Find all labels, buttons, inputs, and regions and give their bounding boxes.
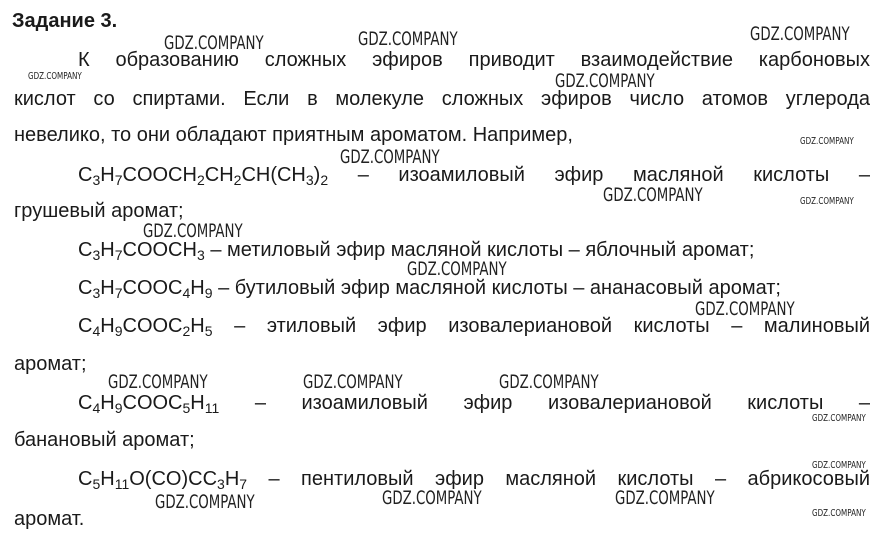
ester-6-formula: $C_5H_{11}O(CO)CC_3H_7$	[78, 468, 248, 492]
watermark: GDZ.COMPANY	[303, 371, 403, 393]
paragraph-line-2: кислот со спиртами. Если в молекуле сложных эфиров число атомов углерода	[14, 88, 870, 110]
watermark: GDZ.COMPANY	[108, 371, 208, 393]
ester-5-description: – изоамиловый эфир изовалериановой кислоты –	[254, 392, 870, 414]
watermark: GDZ.COMPANY	[407, 258, 507, 280]
watermark: GDZ.COMPANY	[358, 28, 458, 50]
ester-1-continuation: грушевый аромат;	[14, 200, 184, 222]
watermark: GDZ.COMPANY	[499, 371, 599, 393]
ester-1-description: – изоамиловый эфир масляной кислоты –	[357, 164, 870, 186]
watermark: GDZ.COMPANY	[155, 491, 255, 513]
watermark: GDZ.COMPANY	[812, 508, 866, 519]
watermark: GDZ.COMPANY	[800, 136, 854, 147]
paragraph-line-1: К образованию сложных эфиров приводит взаимодействие карбоновых	[78, 49, 870, 71]
ester-1-line	[78, 163, 870, 187]
watermark: GDZ.COMPANY	[28, 71, 82, 82]
watermark: GDZ.COMPANY	[382, 487, 482, 509]
watermark: GDZ.COMPANY	[695, 298, 795, 320]
ester-6-description: – пентиловый эфир масляной кислоты – абрикосовый	[268, 468, 870, 490]
watermark: GDZ.COMPANY	[812, 413, 866, 424]
watermark: GDZ.COMPANY	[800, 196, 854, 207]
watermark: GDZ.COMPANY	[555, 70, 655, 92]
watermark: GDZ.COMPANY	[603, 184, 703, 206]
watermark: GDZ.COMPANY	[143, 220, 243, 242]
ester-4-description: – этиловый эфир изовалериановой кислоты – малиновый	[234, 315, 870, 337]
ester-2-formula: $C_3H_7COOCH_3$	[78, 239, 205, 263]
ester-1-formula: $C_3H_7COOCH_2CH_2CH(CH_3)_2$	[78, 164, 329, 188]
ester-2-description: – метиловый эфир масляной кислоты – яблочный аромат;	[210, 239, 755, 261]
task-title: Задание 3.	[12, 10, 118, 32]
ester-3-description: – бутиловый эфир масляной кислоты – ананасовый аромат;	[218, 277, 781, 299]
ester-3-formula: $C_3H_7COOC_4H_9$	[78, 277, 213, 301]
paragraph-line-3: невелико, то они обладают приятным ароматом. Например,	[14, 124, 573, 146]
ester-4-continuation: аромат;	[14, 353, 87, 375]
ester-4-formula: $C_4H_9COOC_2H_5$	[78, 315, 213, 339]
ester-6-continuation: аромат.	[14, 508, 85, 530]
ester-5-continuation: банановый аромат;	[14, 429, 195, 451]
ester-5-line	[78, 391, 870, 415]
watermark: GDZ.COMPANY	[750, 23, 850, 45]
watermark: GDZ.COMPANY	[340, 146, 440, 168]
watermark: GDZ.COMPANY	[164, 32, 264, 54]
ester-5-formula: $C_4H_9COOC_5H_{11}$	[78, 392, 220, 416]
watermark: GDZ.COMPANY	[812, 460, 866, 471]
watermark: GDZ.COMPANY	[615, 487, 715, 509]
